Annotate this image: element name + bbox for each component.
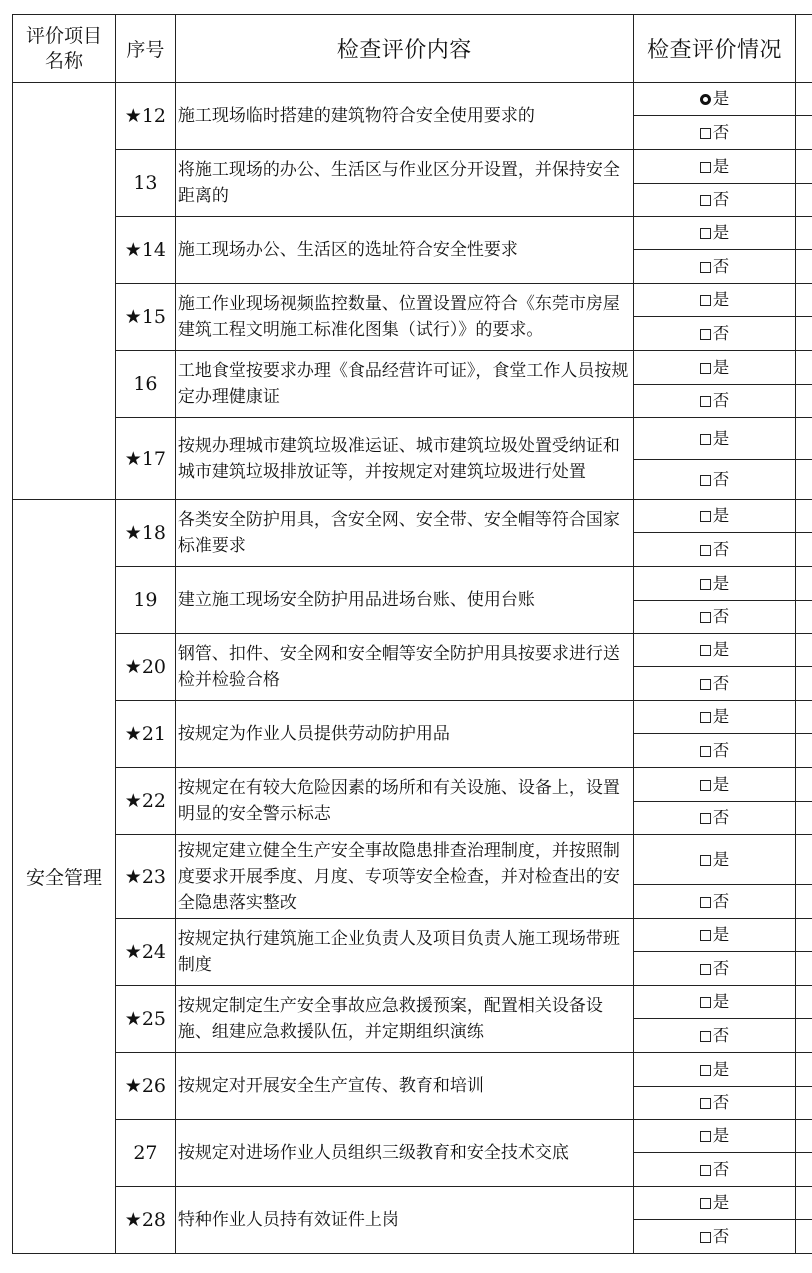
table-row (13, 768, 812, 802)
option-yes[interactable] (633, 1120, 796, 1153)
option-no-label: 否 (712, 808, 730, 827)
extra-cell (796, 1120, 812, 1153)
header-category-line1: 评价项目 (25, 24, 102, 47)
seq-cell: ★28 (115, 1187, 175, 1254)
checkbox-icon[interactable] (700, 1098, 711, 1109)
extra-cell (796, 217, 812, 250)
header-evaluation: 检查评价情况 (633, 15, 796, 83)
extra-cell (796, 986, 812, 1019)
option-yes[interactable] (633, 567, 796, 601)
option-yes[interactable] (633, 217, 796, 250)
content-cell: 按规定执行建筑施工企业负责人及项目负责人施工现场带班制度 (175, 919, 633, 986)
seq-cell: ★17 (115, 418, 175, 500)
seq-cell: ★25 (115, 986, 175, 1053)
header-extra-column (796, 15, 812, 83)
radio-selected-icon[interactable] (700, 94, 711, 105)
option-yes[interactable] (633, 83, 796, 116)
checkbox-icon[interactable] (700, 295, 711, 306)
option-yes[interactable] (633, 634, 796, 667)
option-no[interactable] (633, 952, 796, 986)
option-yes[interactable] (633, 919, 796, 952)
option-yes-label: 是 (712, 428, 730, 448)
checkbox-icon[interactable] (700, 612, 711, 623)
extra-cell (796, 1220, 812, 1254)
table-row (13, 284, 812, 317)
seq-cell: 27 (115, 1120, 175, 1187)
table-row (13, 150, 812, 184)
option-yes[interactable] (633, 835, 796, 885)
option-yes-label: 是 (712, 707, 730, 726)
option-no-label: 否 (712, 891, 730, 911)
table-row (13, 418, 812, 460)
checkbox-icon[interactable] (700, 1198, 711, 1209)
category-cell (13, 83, 116, 500)
content-cell: 施工现场办公、生活区的选址符合安全性要求 (175, 217, 633, 284)
extra-cell (796, 317, 812, 351)
checkbox-icon[interactable] (700, 855, 711, 866)
content-cell: 特种作业人员持有效证件上岗 (175, 1187, 633, 1254)
table-row (13, 634, 812, 667)
checkbox-icon[interactable] (700, 511, 711, 522)
table-row (13, 1053, 812, 1087)
seq-cell: ★20 (115, 634, 175, 701)
checkbox-icon[interactable] (700, 930, 711, 941)
content-cell: 建立施工现场安全防护用品进场台账、使用台账 (175, 567, 633, 634)
option-yes-label: 是 (712, 1193, 730, 1212)
option-yes-label: 是 (712, 1059, 730, 1079)
checkbox-icon[interactable] (700, 128, 711, 139)
option-yes[interactable] (633, 1053, 796, 1087)
seq-cell: 19 (115, 567, 175, 634)
checkbox-icon[interactable] (700, 964, 711, 975)
seq-cell: ★24 (115, 919, 175, 986)
header-seq: 序号 (115, 15, 175, 83)
checkbox-icon[interactable] (700, 1031, 711, 1042)
checkbox-icon[interactable] (700, 434, 711, 445)
extra-cell (796, 250, 812, 284)
option-no-label: 否 (712, 1025, 730, 1045)
option-yes[interactable] (633, 768, 796, 802)
extra-cell (796, 150, 812, 184)
content-cell: 各类安全防护用具，含安全网、安全带、安全帽等符合国家标准要求 (175, 500, 633, 567)
content-cell: 将施工现场的办公、生活区与作业区分开设置，并保持安全距离的 (175, 150, 633, 217)
content-cell: 按规办理城市建筑垃圾准运证、城市建筑垃圾处置受纳证和城市建筑垃圾排放证等，并按规定对建筑垃圾进行处置 (175, 418, 633, 500)
extra-cell (796, 83, 812, 116)
extra-cell (796, 601, 812, 634)
extra-cell (796, 567, 812, 601)
option-yes-label: 是 (712, 156, 730, 176)
option-yes[interactable] (633, 1187, 796, 1220)
option-yes-label: 是 (712, 290, 730, 309)
table-body (13, 83, 812, 1254)
table-row (13, 351, 812, 385)
extra-cell (796, 835, 812, 885)
option-yes[interactable] (633, 418, 796, 460)
option-yes[interactable] (633, 284, 796, 317)
table-row (13, 835, 812, 885)
option-yes-label: 是 (712, 1126, 730, 1145)
option-yes-label: 是 (712, 357, 730, 377)
option-yes-label: 是 (712, 89, 730, 108)
table-row (13, 919, 812, 952)
option-no[interactable] (633, 734, 796, 768)
option-no-label: 否 (712, 190, 730, 209)
checkbox-icon[interactable] (700, 396, 711, 407)
checkbox-icon[interactable] (700, 228, 711, 239)
seq-cell: ★23 (115, 835, 175, 919)
extra-cell (796, 952, 812, 986)
content-cell: 按规定建立健全生产安全事故隐患排查治理制度，并按照制度要求开展季度、月度、专项等安全检查，并对检查出的安全隐患落实整改 (175, 835, 633, 919)
extra-cell (796, 1187, 812, 1220)
option-no-label: 否 (712, 607, 730, 626)
checkbox-icon[interactable] (700, 679, 711, 690)
option-yes-label: 是 (712, 849, 730, 869)
option-no-label: 否 (712, 323, 730, 343)
option-no[interactable] (633, 601, 796, 634)
seq-cell: ★26 (115, 1053, 175, 1120)
checkbox-icon[interactable] (700, 813, 711, 824)
extra-cell (796, 1019, 812, 1053)
seq-cell: 16 (115, 351, 175, 418)
content-cell: 钢管、扣件、安全网和安全帽等安全防护用具按要求进行送检并检验合格 (175, 634, 633, 701)
extra-cell (796, 284, 812, 317)
extra-cell (796, 418, 812, 460)
checkbox-icon[interactable] (700, 363, 711, 374)
extra-cell (796, 1053, 812, 1087)
checkbox-icon[interactable] (700, 780, 711, 791)
option-no[interactable] (633, 802, 796, 835)
checkbox-icon[interactable] (700, 475, 711, 486)
checkbox-icon[interactable] (700, 262, 711, 273)
option-yes-label: 是 (712, 506, 730, 525)
seq-cell: ★22 (115, 768, 175, 835)
option-yes[interactable] (633, 701, 796, 734)
content-cell: 按规定制定生产安全事故应急救援预案，配置相关设备设施、组建应急救援队伍，并定期组织演练 (175, 986, 633, 1053)
seq-cell: ★21 (115, 701, 175, 768)
extra-cell (796, 351, 812, 385)
option-no[interactable] (633, 1153, 796, 1187)
extra-cell (796, 500, 812, 533)
option-yes-label: 是 (712, 774, 730, 794)
extra-cell (796, 1153, 812, 1187)
option-no[interactable] (633, 885, 796, 919)
extra-cell (796, 533, 812, 567)
content-cell: 按规定对进场作业人员组织三级教育和安全技术交底 (175, 1120, 633, 1187)
checkbox-icon[interactable] (700, 897, 711, 908)
extra-cell (796, 460, 812, 500)
seq-cell: ★12 (115, 83, 175, 150)
header-row (13, 15, 812, 83)
option-yes-label: 是 (712, 573, 730, 593)
option-yes-label: 是 (712, 925, 730, 944)
checkbox-icon[interactable] (700, 746, 711, 757)
table-row (13, 986, 812, 1019)
table-row (13, 500, 812, 533)
table-row (13, 217, 812, 250)
checkbox-icon[interactable] (700, 1131, 711, 1142)
checkbox-icon[interactable] (700, 195, 711, 206)
seq-cell: 13 (115, 150, 175, 217)
checkbox-icon[interactable] (700, 329, 711, 340)
header-category (13, 15, 116, 83)
option-yes[interactable] (633, 986, 796, 1019)
header-category-line2: 名称 (44, 49, 83, 72)
option-no-label: 否 (712, 469, 730, 489)
option-no[interactable] (633, 317, 796, 351)
option-no[interactable] (633, 533, 796, 567)
option-no-label: 否 (712, 740, 730, 760)
checkbox-icon[interactable] (700, 579, 711, 590)
table-row (13, 83, 812, 116)
content-cell: 工地食堂按要求办理《食品经营许可证》，食堂工作人员按规定办理健康证 (175, 351, 633, 418)
option-no[interactable] (633, 250, 796, 284)
option-no-label: 否 (712, 1093, 730, 1112)
content-cell: 施工现场临时搭建的建筑物符合安全使用要求的 (175, 83, 633, 150)
table-row (13, 701, 812, 734)
checkbox-icon[interactable] (700, 997, 711, 1008)
content-cell: 按规定在有较大危险因素的场所和有关设施、设备上，设置明显的安全警示标志 (175, 768, 633, 835)
extra-cell (796, 1087, 812, 1120)
table-row (13, 567, 812, 601)
option-no-label: 否 (712, 391, 730, 410)
extra-cell (796, 734, 812, 768)
content-cell: 施工作业现场视频监控数量、位置设置应符合《东莞市房屋建筑工程文明施工标准化图集（试行）》的要求。 (175, 284, 633, 351)
option-no-label: 否 (712, 256, 730, 276)
checkbox-icon[interactable] (700, 1232, 711, 1243)
option-no[interactable] (633, 1220, 796, 1254)
option-no-label: 否 (712, 1226, 730, 1246)
option-yes[interactable] (633, 150, 796, 184)
option-no-label: 否 (712, 958, 730, 978)
evaluation-table (12, 14, 812, 1254)
table-row (13, 1120, 812, 1153)
extra-cell (796, 919, 812, 952)
option-no-label: 否 (712, 1159, 730, 1179)
extra-cell (796, 667, 812, 701)
content-cell: 按规定为作业人员提供劳动防护用品 (175, 701, 633, 768)
extra-cell (796, 184, 812, 217)
seq-cell: ★15 (115, 284, 175, 351)
content-cell: 按规定对开展安全生产宣传、教育和培训 (175, 1053, 633, 1120)
option-no[interactable] (633, 460, 796, 500)
option-yes[interactable] (633, 351, 796, 385)
checkbox-icon[interactable] (700, 1165, 711, 1176)
extra-cell (796, 885, 812, 919)
extra-cell (796, 385, 812, 418)
option-no[interactable] (633, 385, 796, 418)
extra-cell (796, 634, 812, 667)
extra-cell (796, 701, 812, 734)
option-no[interactable] (633, 116, 796, 150)
extra-cell (796, 802, 812, 835)
seq-cell: ★14 (115, 217, 175, 284)
extra-cell (796, 768, 812, 802)
extra-cell (796, 116, 812, 150)
checkbox-icon[interactable] (700, 645, 711, 656)
option-no[interactable] (633, 1019, 796, 1053)
option-yes-label: 是 (712, 223, 730, 242)
checkbox-icon[interactable] (700, 162, 711, 173)
option-no-label: 否 (712, 673, 730, 693)
option-yes-label: 是 (712, 640, 730, 659)
seq-cell: ★18 (115, 500, 175, 567)
option-no-label: 否 (712, 122, 730, 142)
option-no[interactable] (633, 667, 796, 701)
option-no-label: 否 (712, 539, 730, 559)
option-no[interactable] (633, 184, 796, 217)
checkbox-icon[interactable] (700, 1065, 711, 1076)
table-row (13, 1187, 812, 1220)
header-content: 检查评价内容 (175, 15, 633, 83)
option-yes[interactable] (633, 500, 796, 533)
checkbox-icon[interactable] (700, 545, 711, 556)
option-yes-label: 是 (712, 992, 730, 1011)
option-no[interactable] (633, 1087, 796, 1120)
category-cell: 安全管理 (13, 500, 116, 1254)
checkbox-icon[interactable] (700, 712, 711, 723)
